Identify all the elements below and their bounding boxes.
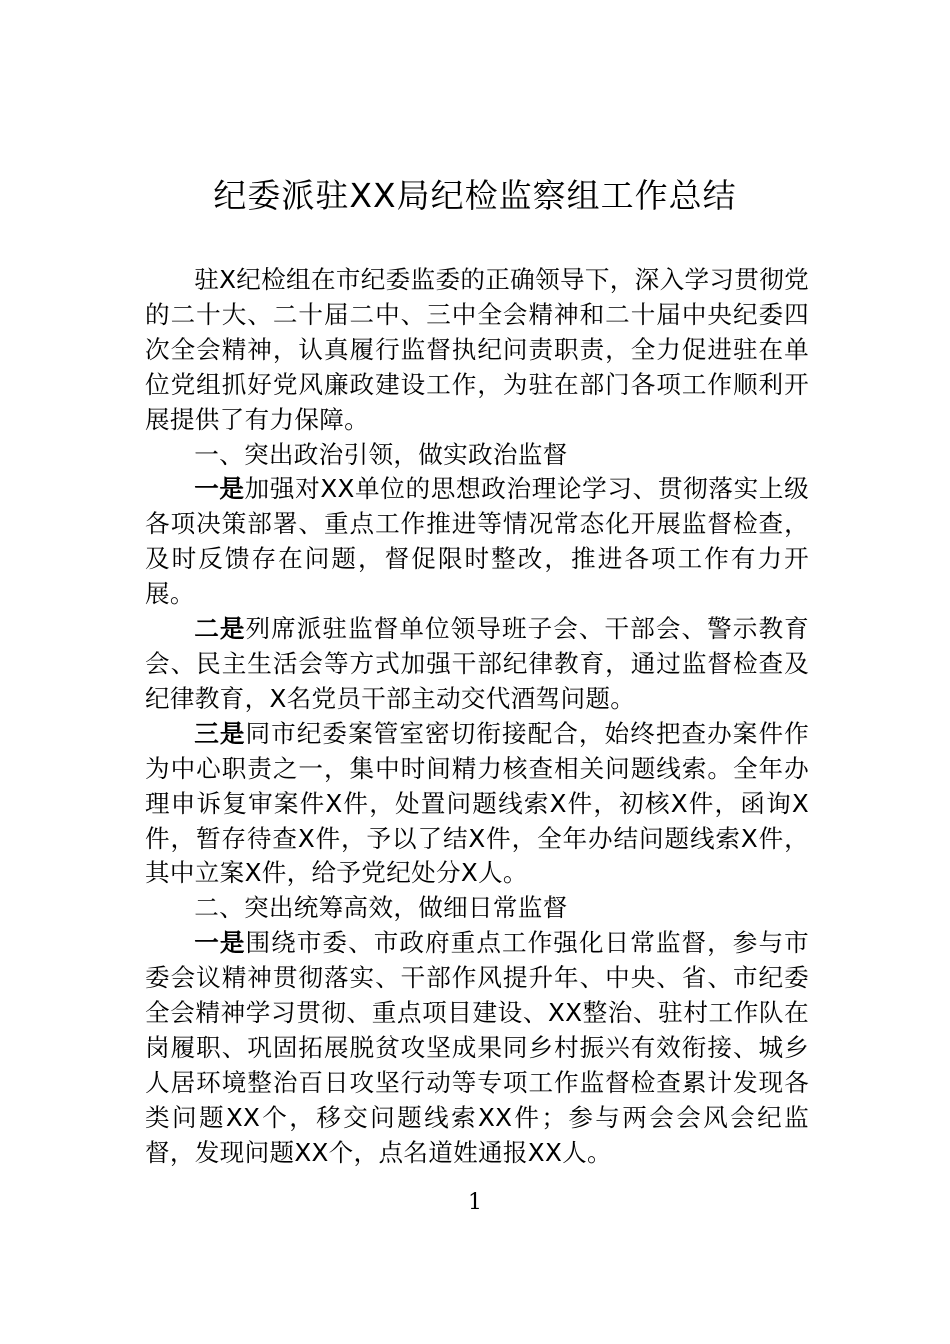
section-2-item-1 (145, 926, 809, 1170)
item-lead: 一是 (194, 928, 246, 958)
intro-paragraph: 驻X纪检组在市纪委监委的正确领导下，深入学习贯彻党的二十大、二十届二中、三中全会精神和二十届中央纪委四次全会精神，认真履行监督执纪问责职责，全力促进驻在单位党组抓好党风廉政建设工作，为驻在部门各项工作顺利开展提供了有力保障。 (145, 265, 809, 434)
item-lead: 三是 (194, 718, 246, 748)
item-text: 同市纪委案管室密切衔接配合，始终把查办案件作为中心职责之一，集中时间精力核查相关问题线索。全年办理申诉复审案件X件，处置问题线索X件，初核X件，函询X件，暂存待查X件，予以了结X件，全年办结问题线索X件，其中立案X件，给予党纪处分X人。 (145, 718, 809, 888)
document-title: 纪委派驻XX局纪检监察组工作总结 (213, 176, 737, 215)
section-1-item-3 (145, 717, 809, 892)
section-1-item-1 (145, 472, 809, 612)
item-text: 围绕市委、市政府重点工作强化日常监督，参与市委会议精神贯彻落实、干部作风提升年、中央、省、市纪委全会精神学习贯彻、重点项目建设、XX整治、驻村工作队在岗履职、巩固拓展脱贫攻坚成果同乡村振兴有效衔接、城乡人居环境整治百日攻坚行动等专项工作监督检查累计发现各类问题XX个，移交问题线索XX件；参与两会会风会纪监督，发现问题XX个，点名道姓通报XX人。 (145, 928, 809, 1167)
section-1-item-2 (145, 612, 809, 717)
item-lead: 二是 (194, 614, 246, 644)
document-body (145, 263, 809, 1171)
section-heading-2: 二、突出统筹高效，做细日常监督 (194, 893, 568, 923)
section-heading-1: 一、突出政治引领，做实政治监督 (194, 439, 568, 469)
item-lead: 一是 (194, 474, 245, 504)
page-number: 1 (468, 1190, 482, 1215)
item-text: 加强对XX单位的思想政治理论学习、贯彻落实上级各项决策部署、重点工作推进等情况常态化开展监督检查，及时反馈存在问题，督促限时整改，推进各项工作有力开展。 (145, 474, 809, 609)
item-text: 列席派驻监督单位领导班子会、干部会、警示教育会、民主生活会等方式加强干部纪律教育，通过监督检查及纪律教育，X名党员干部主动交代酒驾问题。 (145, 614, 809, 713)
